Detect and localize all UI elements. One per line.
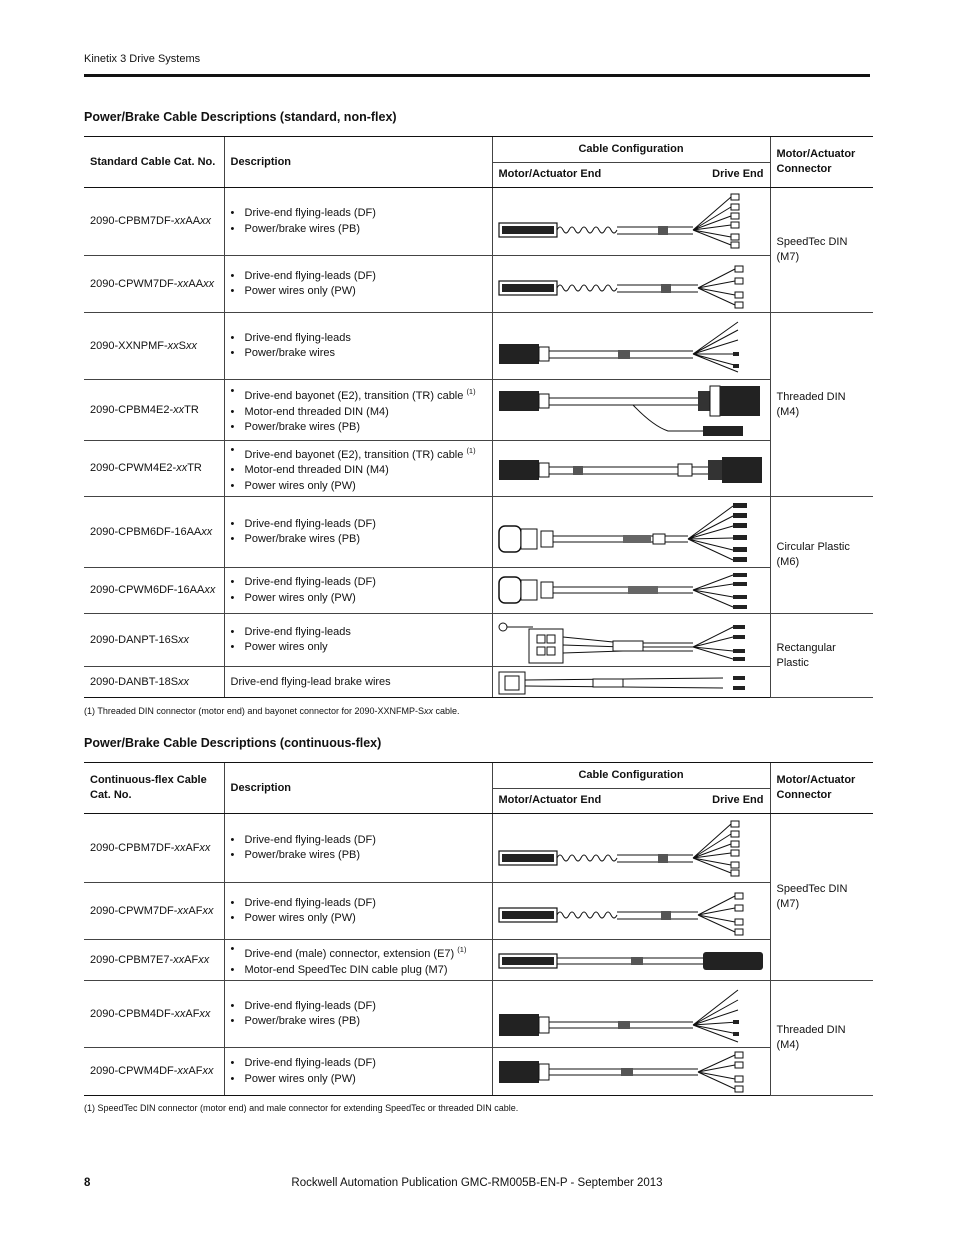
cat-no: 2090-CPWM6DF-16AAxx	[84, 568, 224, 614]
description: Drive-end flying-lead brake wires	[224, 667, 492, 698]
description	[224, 188, 492, 256]
footnote-ref: (1)	[466, 445, 476, 455]
cable-drawing	[492, 614, 770, 667]
connector-rect: Rectangular Plastic	[770, 614, 873, 698]
list-item: • Power/brake wires (PB)	[245, 420, 486, 436]
description	[224, 313, 492, 380]
cable-speedtec-pw-illustration	[493, 257, 770, 312]
col-header-cfg-sub	[492, 162, 770, 188]
cat-no: 2090-CPWM7DF-xxAFxx	[84, 883, 224, 940]
table-row	[84, 940, 873, 981]
table-row	[84, 883, 873, 940]
list-item: • Drive-end flying-leads (DF)	[245, 206, 486, 222]
cat-no: 2090-DANBT-18Sxx	[84, 667, 224, 698]
description	[224, 497, 492, 568]
list-item: • Drive-end flying-leads (DF)	[245, 1056, 486, 1072]
cable-drawing	[492, 814, 770, 883]
table-row	[84, 380, 873, 441]
cable-drawing	[492, 497, 770, 568]
col-header-motor-end: Motor/Actuator End	[498, 794, 602, 807]
cat-no: 2090-CPBM7DF-xxAFxx	[84, 814, 224, 883]
table-row	[84, 441, 873, 497]
section-title-standard: Power/Brake Cable Descriptions (standard, non-flex)	[84, 110, 397, 124]
list-item: • Drive-end (male) connector, extension (E7) $^{(1)}$	[245, 942, 486, 963]
description	[224, 981, 492, 1048]
cable-threaded-transition-pb-illustration	[493, 381, 770, 440]
list-item: • Drive-end flying-leads (DF)	[245, 896, 486, 912]
table-row	[84, 497, 873, 568]
list-item: • Drive-end flying-leads (DF)	[245, 833, 486, 849]
cable-flex-threaded-pw-illustration	[493, 1049, 770, 1095]
table-row	[84, 568, 873, 614]
list-item: • Power/brake wires (PB)	[245, 532, 486, 548]
cable-flex-threaded-pb-illustration	[493, 982, 770, 1047]
connector-speedtec: SpeedTec DIN (M7)	[770, 188, 873, 313]
list-item: • Power wires only (PW)	[245, 1072, 486, 1088]
list-item: • Motor-end SpeedTec DIN cable plug (M7)	[245, 963, 486, 979]
description	[224, 256, 492, 313]
cat-no: 2090-CPBM7DF-xxAAxx	[84, 188, 224, 256]
cat-no: 2090-DANPT-16Sxx	[84, 614, 224, 667]
description	[224, 441, 492, 497]
col-header-cfg-sub	[492, 788, 770, 814]
table-row	[84, 981, 873, 1048]
description	[224, 940, 492, 981]
list-item: • Drive-end flying-leads	[245, 331, 486, 347]
standard-cable-table	[84, 136, 873, 698]
list-item: • Power wires only (PW)	[245, 911, 486, 927]
cat-no: 2090-CPWM4DF-xxAFxx	[84, 1048, 224, 1096]
col-header-cfg: Cable Configuration	[492, 137, 770, 163]
cable-rect-pw-illustration	[493, 615, 770, 666]
col-header-desc: Description	[224, 763, 492, 814]
table-row	[84, 1048, 873, 1096]
cable-drawing	[492, 313, 770, 380]
col-header-motor-end: Motor/Actuator End	[498, 168, 602, 181]
cable-flex-speedtec-pw-illustration	[493, 884, 770, 939]
cable-flex-speedtec-pb-illustration	[493, 815, 770, 882]
flex-cable-table	[84, 762, 873, 1096]
col-header-conn: Motor/Actuator Connector	[770, 137, 873, 188]
cable-drawing	[492, 188, 770, 256]
col-header-drive-end: Drive End	[712, 794, 764, 807]
list-item: • Motor-end threaded DIN (M4)	[245, 405, 486, 421]
running-header: Kinetix 3 Drive Systems	[84, 53, 201, 65]
col-header-cat: Continuous-flex Cable Cat. No.	[84, 763, 224, 814]
list-item: • Power/brake wires (PB)	[245, 1014, 486, 1030]
list-item: • Drive-end flying-leads (DF)	[245, 517, 486, 533]
description	[224, 814, 492, 883]
col-header-conn: Motor/Actuator Connector	[770, 763, 873, 814]
list-item: • Drive-end flying-leads	[245, 625, 486, 641]
connector-threaded: Threaded DIN (M4)	[770, 981, 873, 1096]
cable-drawing	[492, 441, 770, 497]
cat-no: 2090-CPWM4E2-xxTR	[84, 441, 224, 497]
description	[224, 883, 492, 940]
table-row	[84, 256, 873, 313]
cable-drawing	[492, 883, 770, 940]
list-item: • Power wires only (PW)	[245, 591, 486, 607]
cable-threaded-transition-pw-illustration	[493, 442, 770, 496]
table-row	[84, 313, 873, 380]
list-item: • Drive-end flying-leads (DF)	[245, 269, 486, 285]
list-item: • Power/brake wires (PB)	[245, 222, 486, 238]
list-item: • Drive-end flying-leads (DF)	[245, 999, 486, 1015]
footnote-flex: (1) SpeedTec DIN connector (motor end) and male connector for extending SpeedTec or threaded DIN cable.	[84, 1103, 519, 1113]
col-header-cat: Standard Cable Cat. No.	[84, 137, 224, 188]
cat-no: 2090-CPBM4DF-xxAFxx	[84, 981, 224, 1048]
list-item: • Motor-end threaded DIN (M4)	[245, 463, 486, 479]
list-item: • Drive-end bayonet (E2), transition (TR) cable $^{(1)}$	[245, 443, 486, 464]
cat-no: 2090-CPWM7DF-xxAAxx	[84, 256, 224, 313]
list-item: • Power wires only (PW)	[245, 284, 486, 300]
cable-speedtec-pb-illustration	[493, 189, 770, 255]
table-row	[84, 188, 873, 256]
col-header-desc: Description	[224, 137, 492, 188]
header-rule	[84, 74, 870, 77]
description	[224, 614, 492, 667]
cable-drawing	[492, 568, 770, 614]
cat-no: 2090-CPBM7E7-xxAFxx	[84, 940, 224, 981]
list-item: • Drive-end bayonet (E2), transition (TR) cable $^{(1)}$	[245, 384, 486, 405]
cable-rect-brake-illustration	[493, 668, 770, 697]
cat-no: 2090-XXNPMF-xxSxx	[84, 313, 224, 380]
cable-drawing	[492, 667, 770, 698]
description	[224, 380, 492, 441]
cable-drawing	[492, 1048, 770, 1096]
footnote-ref: (1)	[457, 945, 467, 954]
cat-no: 2090-CPBM4E2-xxTR	[84, 380, 224, 441]
cable-flex-speedtec-extension-illustration	[493, 941, 770, 980]
cable-circular-pw-illustration	[493, 569, 770, 613]
table-row	[84, 614, 873, 667]
list-item: • Power wires only (PW)	[245, 479, 486, 495]
description	[224, 568, 492, 614]
section-title-flex: Power/Brake Cable Descriptions (continuous-flex)	[84, 736, 382, 750]
list-item: • Power wires only	[245, 640, 486, 656]
col-header-cfg: Cable Configuration	[492, 763, 770, 789]
connector-circular: Circular Plastic (M6)	[770, 497, 873, 614]
cat-no: 2090-CPBM6DF-16AAxx	[84, 497, 224, 568]
cable-drawing	[492, 380, 770, 441]
cable-drawing	[492, 256, 770, 313]
description	[224, 1048, 492, 1096]
footnote-standard: (1) Threaded DIN connector (motor end) and bayonet connector for 2090-XXNFMP-Sxx cable.	[84, 706, 460, 716]
publication-footer: Rockwell Automation Publication GMC-RM005B-EN-P - September 2013	[291, 1177, 663, 1189]
table-row	[84, 667, 873, 698]
cable-drawing	[492, 940, 770, 981]
connector-speedtec: SpeedTec DIN (M7)	[770, 814, 873, 981]
list-item: • Power/brake wires (PB)	[245, 848, 486, 864]
connector-threaded: Threaded DIN (M4)	[770, 313, 873, 497]
cable-drawing	[492, 981, 770, 1048]
table-row	[84, 814, 873, 883]
footnote-ref: (1)	[466, 387, 476, 397]
cable-threaded-flying-illustration	[493, 314, 770, 379]
page-number: 8	[84, 1177, 91, 1189]
col-header-drive-end: Drive End	[712, 168, 764, 181]
list-item: • Drive-end flying-leads (DF)	[245, 575, 486, 591]
list-item: • Power/brake wires	[245, 346, 486, 362]
cable-circular-pb-illustration	[493, 498, 770, 567]
